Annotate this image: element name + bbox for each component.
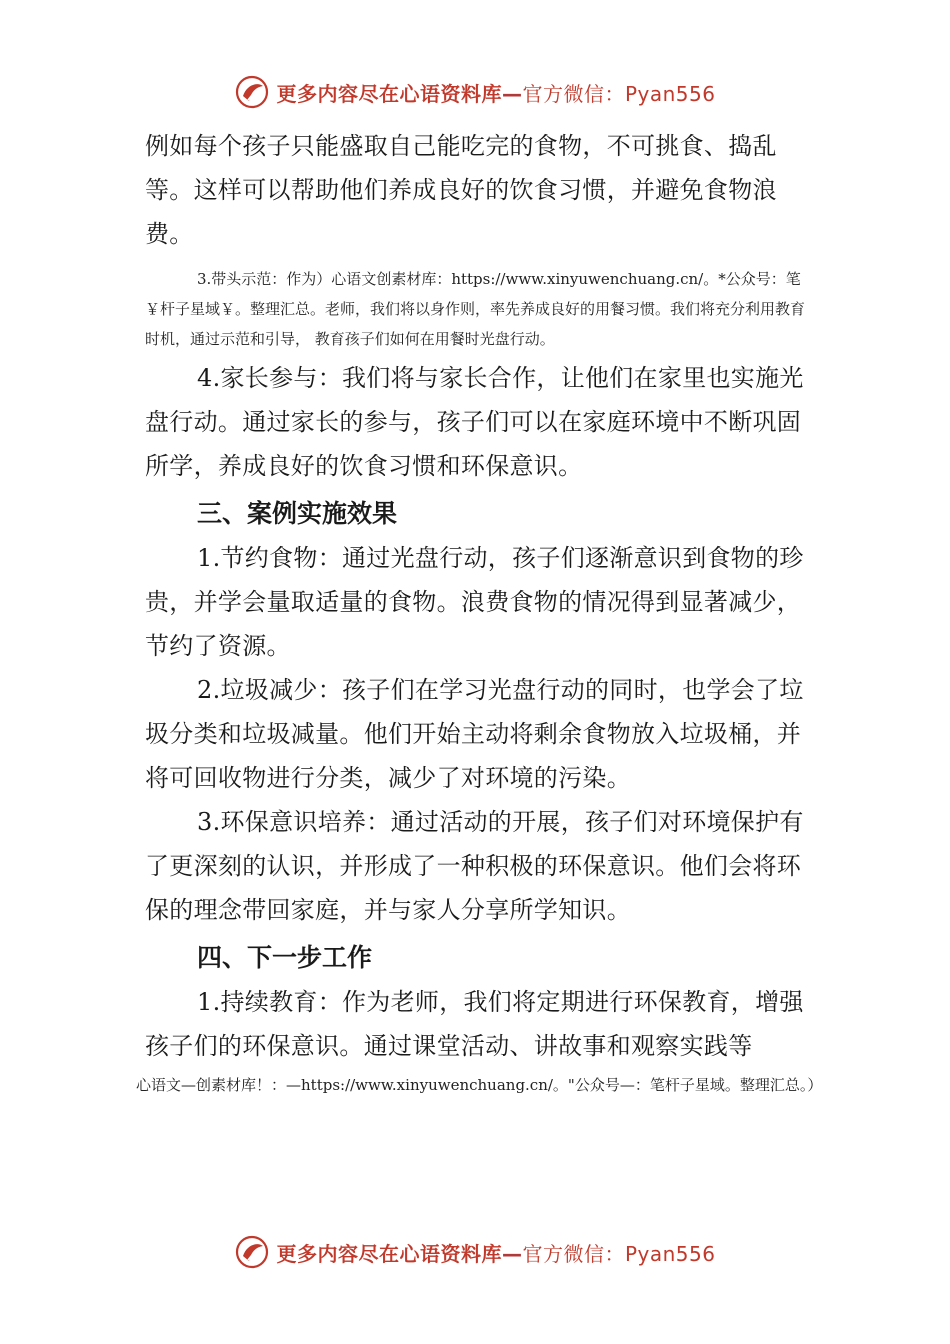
brand-logo-icon <box>234 74 270 110</box>
section-heading-effects: 三、案例实施效果 <box>197 499 398 528</box>
banner-separator: — <box>501 1241 523 1266</box>
paragraph-save-food: 1.节约食物：通过光盘行动，孩子们逐渐意识到食物的珍贵，并学会量取适量的食物。浪费食物的情况得到显著减少，节约了资源。 <box>145 544 804 660</box>
banner-wechat: 官方微信：Pyan556 <box>522 1241 716 1266</box>
paragraph-eco-awareness: 3.环保意识培养：通过活动的开展，孩子们对环境保护有了更深刻的认识，并形成了一种积极的环保意识。他们会将环保的理念带回家庭，并与家人分享所学知识。 <box>145 808 804 924</box>
banner-text <box>276 78 715 107</box>
banner-main: 更多内容尽在心语资料库 <box>276 81 502 106</box>
banner-main: 更多内容尽在心语资料库 <box>276 1241 502 1266</box>
footer-banner <box>0 1232 950 1272</box>
section-heading-next-steps: 四、下一步工作 <box>197 943 373 972</box>
document-body <box>145 124 817 1068</box>
paragraph-continuous-education: 1.持续教育：作为老师，我们将定期进行环保教育，增强孩子们的环保意识。通过课堂活动、讲故事和观察实践等 <box>145 988 804 1060</box>
paragraph-lead-by-example: 3.带头示范：作为）心语文创素材库：https://www.xinyuwenchuang.cn/。*公众号：笔￥杆子星域￥。整理汇总。老师，我们将以身作则，率先养成良好的用餐习惯。我们将充分利用教育时机，通过示范和引导， 教育孩子们如何在用餐时光盘行动。 <box>145 270 806 348</box>
paragraph-parent-participation: 4.家长参与：我们将与家长合作，让他们在家里也实施光盘行动。通过家长的参与，孩子们可以在家庭环境中不断巩固所学，养成良好的饮食习惯和环保意识。 <box>145 364 804 480</box>
banner-separator: — <box>501 81 523 106</box>
paragraph-continued: 例如每个孩子只能盛取自己能吃完的食物，不可挑食、捣乱等。这样可以帮助他们养成良好的饮食习惯，并避免食物浪费。 <box>145 132 777 248</box>
brand-logo-icon <box>234 1234 270 1270</box>
header-banner <box>0 72 950 112</box>
banner-text <box>276 1238 715 1267</box>
footnote: 心语文—创素材库！：—https://www.xinyuwenchuang.cn/。"公众号—：笔杆子星域。整理汇总。） <box>136 1076 823 1094</box>
banner-wechat: 官方微信：Pyan556 <box>522 81 716 106</box>
paragraph-reduce-waste: 2.垃圾减少：孩子们在学习光盘行动的同时，也学会了垃圾分类和垃圾减量。他们开始主动将剩余食物放入垃圾桶，并将可回收物进行分类，减少了对环境的污染。 <box>145 676 804 792</box>
